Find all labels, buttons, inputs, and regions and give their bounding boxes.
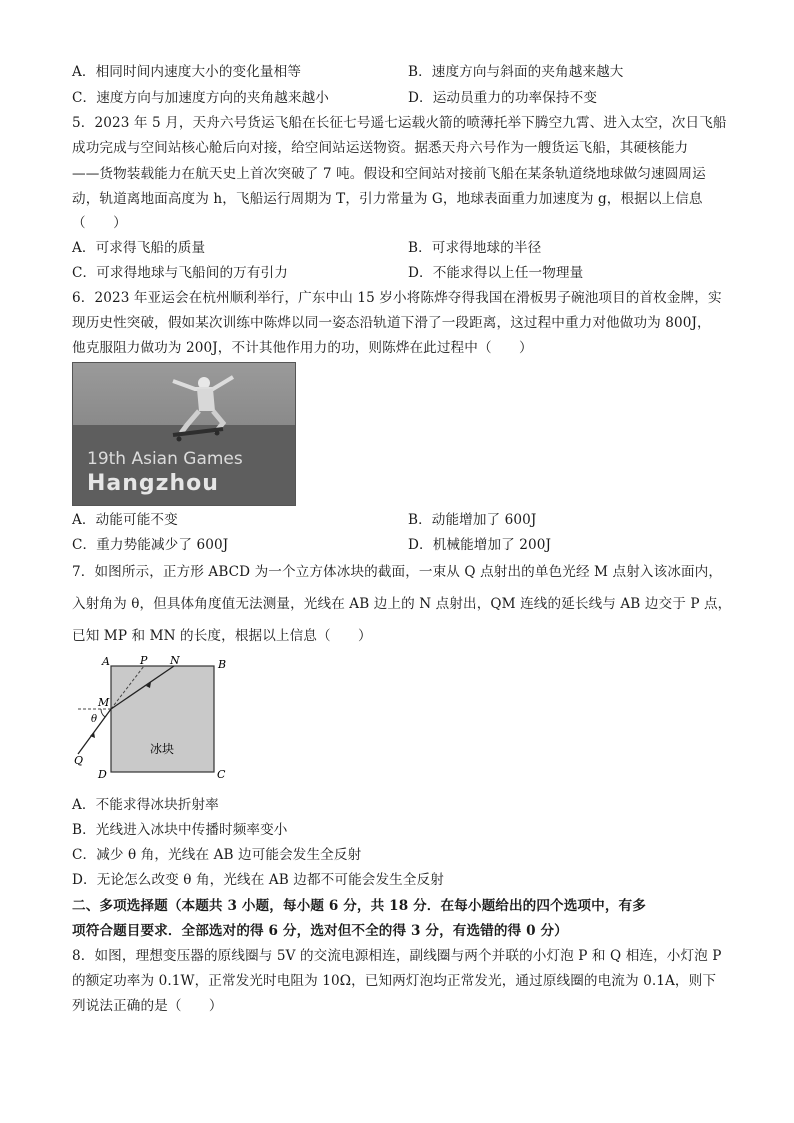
- q7-option-d: D．无论怎么改变 θ 角，光线在 AB 边都不可能会发生全反射: [72, 872, 444, 888]
- label-q: Q: [74, 754, 84, 767]
- q7-stem-line3: 已知 MP 和 MN 的长度，根据以上信息（ ）: [72, 628, 372, 644]
- section2-heading-line1: 二、多项选择题（本题共 3 小题，每小题 6 分，共 18 分．在每小题给出的四个选项中，有多: [72, 898, 646, 914]
- q6-stem-line3: 他克服阻力做功为 200J，不计其他作用力的功，则陈烨在此过程中（ ）: [72, 340, 533, 356]
- q5-stem-line3: ——货物装载能力在航天史上首次突破了 7 吨。假设和空间站对接前飞船在某条轨道绕地球做匀速圆周运: [72, 166, 706, 182]
- q7-option-a: A．不能求得冰块折射率: [72, 797, 219, 813]
- q8-stem-line2: 的额定功率为 0.1W，正常发光时电阻为 10Ω，已知两灯泡均正常发光，通过原线圈的电流为 0.1A，则下: [72, 973, 717, 989]
- q7-stem-line1: 7．如图所示，正方形 ABCD 为一个立方体冰块的截面，一束从 Q 点射出的单色光经 M 点射入该冰面内，: [72, 564, 723, 580]
- q4-option-c: C．速度方向与加速度方向的夹角越来越小: [72, 90, 329, 106]
- photo-caption-line2: Hangzhou: [87, 471, 219, 496]
- q4-option-d: D．运动员重力的功率保持不变: [408, 90, 598, 106]
- q6-option-a: A．动能可能不变: [72, 512, 178, 528]
- photo-caption-line1: 19th Asian Games: [87, 449, 243, 469]
- theta-arc: [101, 709, 105, 717]
- q4-option-b: B．速度方向与斜面的夹角越来越大: [408, 64, 624, 80]
- ice-block-diagram: [68, 656, 248, 786]
- q6-stem-line1: 6．2023 年亚运会在杭州顺利举行，广东中山 15 岁小将陈烨夺得我国在滑板男子碗池项目的首枚金牌，实: [72, 290, 722, 306]
- q6-stem-line2: 现历史性突破，假如某次训练中陈烨以同一姿态沿轨道下滑了一段距离，这过程中重力对他做功为 800J，: [72, 315, 711, 331]
- q5-option-a: A．可求得飞船的质量: [72, 240, 206, 256]
- label-a: A: [102, 656, 110, 668]
- q5-stem-line4: 动，轨道离地面高度为 h，飞船运行周期为 T，引力常量为 G，地球表面重力加速度为 g，根据以上信息: [72, 191, 703, 207]
- section2-heading-line2: 项符合题目要求．全部选对的得 6 分，选对但不全的得 3 分，有选错的得 0 分）: [72, 923, 568, 939]
- q7-option-b: B．光线进入冰块中传播时频率变小: [72, 822, 288, 838]
- q6-option-b: B．动能增加了 600J: [408, 512, 537, 528]
- q8-stem-line1: 8．如图，理想变压器的原线圈与 5V 的交流电源相连，副线圈与两个并联的小灯泡 P 和 Q 相连，小灯泡 P: [72, 948, 722, 964]
- ice-block-label: 冰块: [150, 742, 175, 756]
- label-p: P: [140, 656, 148, 667]
- label-m: M: [98, 696, 110, 709]
- q5-option-c: C．可求得地球与飞船间的万有引力: [72, 265, 288, 281]
- q5-stem-line5: （ ）: [72, 215, 127, 231]
- q5-stem-line2: 成功完成与空间站核心舱后向对接，给空间站运送物资。据悉天舟六号作为一艘货运飞船，其硬核能力: [72, 140, 689, 156]
- q5-option-b: B．可求得地球的半径: [408, 240, 542, 256]
- label-n: N: [170, 656, 180, 667]
- label-theta: θ: [91, 714, 98, 725]
- label-d: D: [98, 768, 107, 781]
- label-c: C: [217, 768, 226, 781]
- skateboarder-photo: [72, 362, 296, 506]
- q8-stem-line3: 列说法正确的是（ ）: [72, 998, 223, 1014]
- q6-option-c: C．重力势能减少了 600J: [72, 537, 229, 553]
- q4-option-a: A．相同时间内速度大小的变化量相等: [72, 64, 302, 80]
- label-b: B: [218, 658, 227, 671]
- q5-stem-line1: 5．2023 年 5 月，天舟六号货运飞船在长征七号遥七运载火箭的喷薄托举下腾空九霄、进入太空，次日飞船: [72, 115, 727, 131]
- q7-option-c: C．减少 θ 角，光线在 AB 边可能会发生全反射: [72, 847, 362, 863]
- q7-stem-line2: 入射角为 θ，但具体角度值无法测量，光线在 AB 边上的 N 点射出，QM 连线的延长线与 AB 边交于 P 点，: [72, 596, 732, 612]
- ice-block-square: [111, 666, 214, 772]
- q5-option-d: D．不能求得以上任一物理量: [408, 265, 584, 281]
- q6-option-d: D．机械能增加了 200J: [408, 537, 552, 553]
